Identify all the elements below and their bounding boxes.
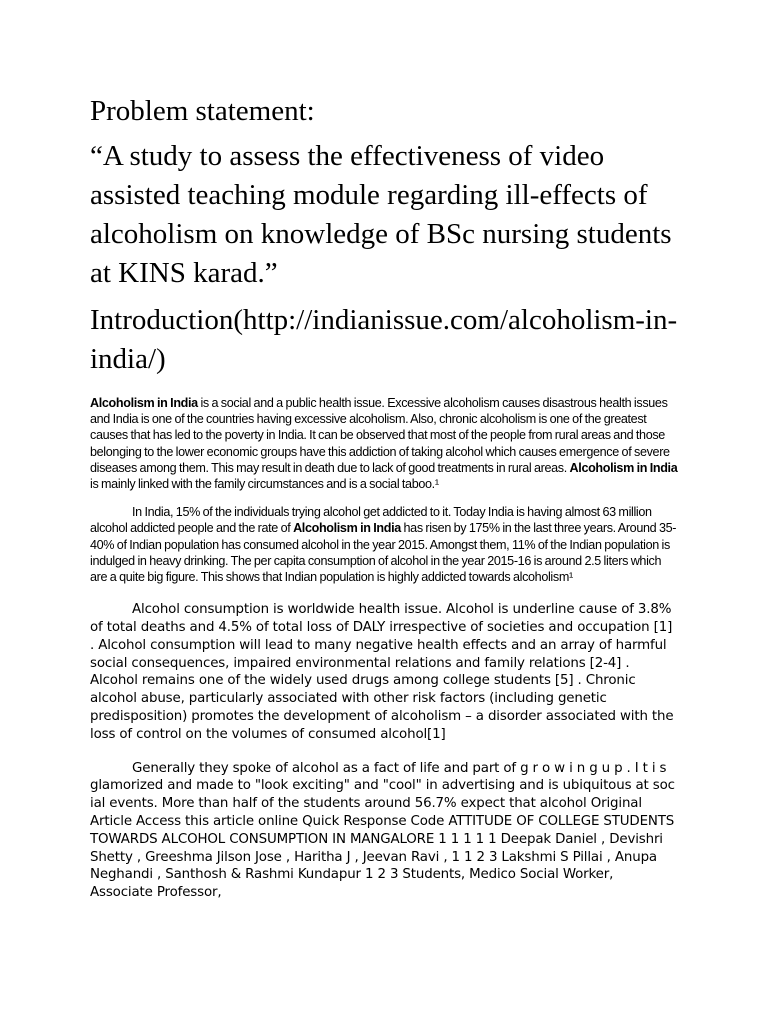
intro-paragraph-2 [90, 504, 678, 585]
intro-paragraph-3: Alcohol consumption is worldwide health issue. Alcohol is underline cause of 3.8% of total deaths and 4.5% of total loss of DALY irrespective of societies and occupation [1] . Alcohol consumption will lead to many negative health effects and an array of harmful social consequences, impaired environmental relations and family relations [2-4] . Alcohol remains one of the widely used drugs among college students [5] . Chronic alcohol abuse, particularly associated with other risk factors (including genetic predisposition) promotes the development of alcoholism – a disorder associated with the loss of control on the volumes of consumed alcohol[1] [90, 602, 674, 742]
bold-term: Alcoholism in India [569, 460, 678, 475]
intro-paragraph-4: Generally they spoke of alcohol as a fact of life and part of g r o w i n g u p . I t i s glamorized and made to "look exciting" and "cool" in advertising and is ubiquitous at soc ial events. More than half of the students around 56.7% expect that alcohol Original Article Access this article online Quick Response Code ATTITUDE OF COLLEGE STUDENTS TOWARDS ALCOHOL CONSUMPTION IN MANGALORE 1 1 1 1 1 Deepak Daniel , Devishri Shetty , Greeshma Jilson Jose , Haritha J , Jeevan Ravi , 1 1 2 3 Lakshmi S Pillai , Anupa Neghandi , Santhosh & Rashmi Kundapur 1 2 3 Students, Medico Social Worker, Associate Professor, [90, 760, 675, 901]
problem-statement-quote: “A study to assess the effectiveness of video assisted teaching module regarding ill-effects of alcoholism on knowledge of BSc nursing students at KINS karad.” [90, 140, 672, 289]
paragraph-text: In India, 15% of the individuals trying alcohol get addicted to it. Today India is having almost 63 million alcohol addicted people and the rate of [90, 505, 652, 536]
paragraph-text: is mainly linked with the family circumstances and is a social taboo.¹ [90, 477, 439, 492]
problem-statement-heading: Problem statement: [90, 95, 315, 127]
intro-paragraph-1 [90, 395, 678, 492]
document-page [90, 92, 678, 902]
paragraph-text: has risen by 175% in the last three years. Around 35-40% of Indian population has consumed alcohol in the year 2015. Amongst them, 11% of the Indian population is indulged in heavy drinking. The per capita consumption of alcohol in the year 2015-16 is around 2.5 liters which are a quite big figure. This shows that Indian population is highly addicted towards alcoholism¹ [90, 521, 677, 585]
bold-term: Alcoholism in India [90, 396, 198, 410]
introduction-heading: Introduction(http://indianissue.com/alcoholism-in-india/) [90, 304, 678, 375]
bold-term: Alcoholism in India [293, 521, 401, 536]
paragraph-text: is a social and a public health issue. Excessive alcoholism causes disastrous health issues and India is one of the countries having excessive alcoholism. Also, chronic alcoholism is one of the greatest causes that has led to the poverty in India. It can be observed that most of the people from rural areas and those belonging to the lower economic groups have this addiction of taking alcohol which causes emergence of severe diseases among them. This may result in death due to lack of good treatments in rural areas. [90, 396, 670, 475]
